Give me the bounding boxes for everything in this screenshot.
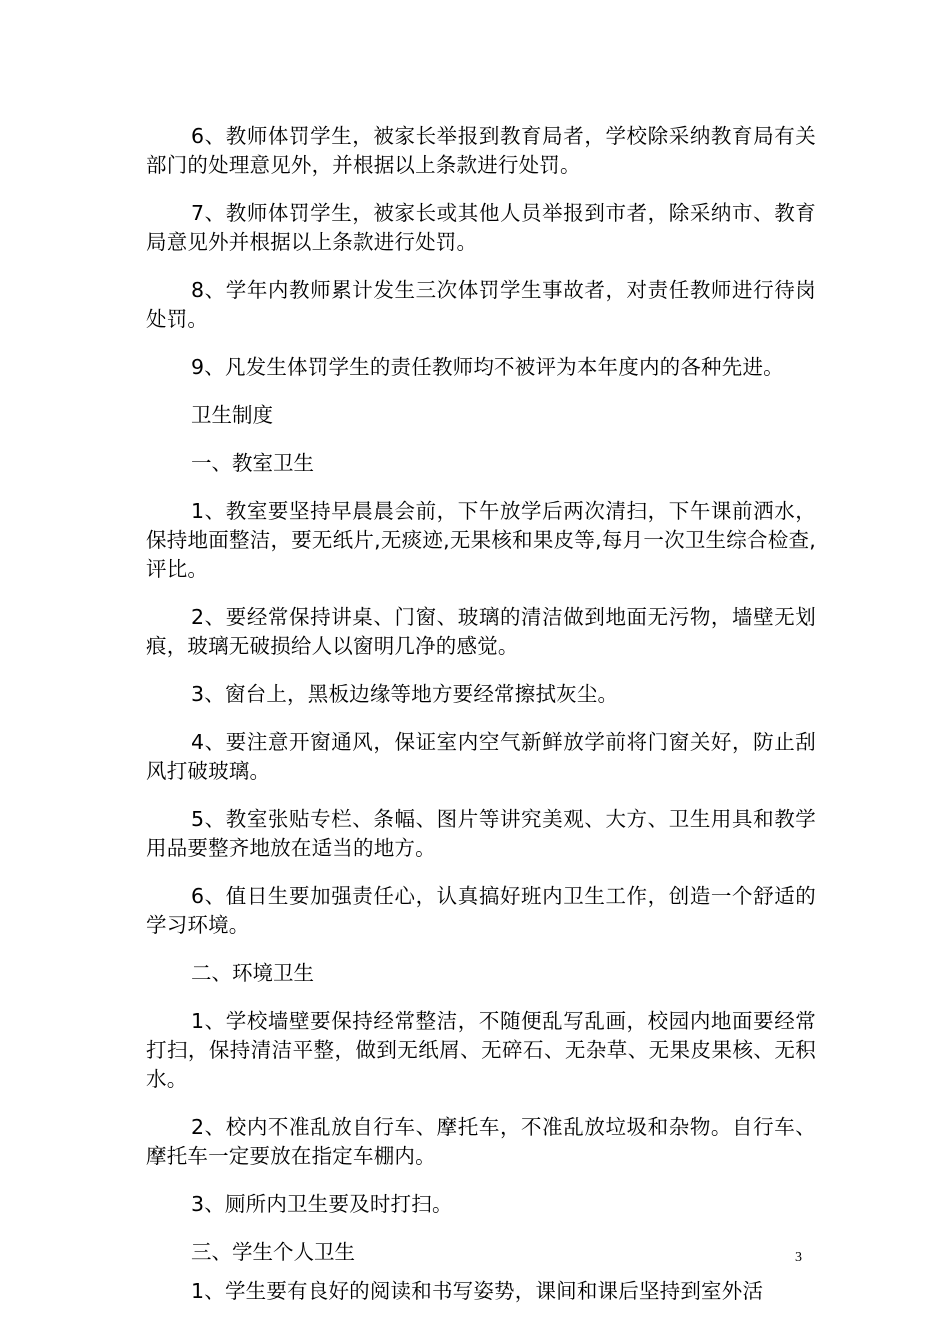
paragraph: 2、要经常保持讲桌、门窗、玻璃的清洁做到地面无污物，墙壁无划痕，玻璃无破损给人以窗明几净的感觉。 [146,605,816,658]
paragraph: 5、教室张贴专栏、条幅、图片等讲究美观、大方、卫生用具和教学用品要整齐地放在适当的地方。 [146,807,816,860]
paragraph: 6、值日生要加强责任心，认真搞好班内卫生工作，创造一个舒适的学习环境。 [146,884,816,937]
paragraph: 7、教师体罚学生，被家长或其他人员举报到市者，除采纳市、教育局意见外并根据以上条款进行处罚。 [146,201,816,254]
section-title: 卫生制度 [191,403,273,427]
subsection-heading: 二、环境卫生 [191,961,314,985]
subsection-heading: 三、学生个人卫生 [191,1240,355,1264]
paragraph: 9、凡发生体罚学生的责任教师均不被评为本年度内的各种先进。 [191,355,784,379]
paragraph: 2、校内不准乱放自行车、摩托车，不准乱放垃圾和杂物。自行车、摩托车一定要放在指定车棚内。 [146,1115,816,1168]
paragraph: 1、教室要坚持早晨晨会前，下午放学后两次清扫，下午课前洒水，保持地面整洁，要无纸片,无痰迹,无果核和果皮等,每月一次卫生综合检查,评比。 [146,499,816,581]
document-body [146,122,816,1306]
subsection-heading: 一、教室卫生 [191,451,314,475]
paragraph: 3、厕所内卫生要及时打扫。 [191,1192,453,1216]
paragraph: 1、学生要有良好的阅读和书写姿势，课间和课后坚持到室外活 [191,1279,764,1303]
page-number: 3 [795,1250,802,1265]
paragraph: 1、学校墙壁要保持经常整洁，不随便乱写乱画，校园内地面要经常打扫，保持清洁平整，做到无纸屑、无碎石、无杂草、无果皮果核、无积水。 [146,1009,816,1091]
paragraph: 4、要注意开窗通风，保证室内空气新鲜放学前将门窗关好，防止刮风打破玻璃。 [146,730,816,783]
paragraph: 8、学年内教师累计发生三次体罚学生事故者，对责任教师进行待岗处罚。 [146,278,816,331]
paragraph: 3、窗台上，黑板边缘等地方要经常擦拭灰尘。 [191,682,619,706]
paragraph: 6、教师体罚学生，被家长举报到教育局者，学校除采纳教育局有关部门的处理意见外，并根据以上条款进行处罚。 [146,124,816,177]
